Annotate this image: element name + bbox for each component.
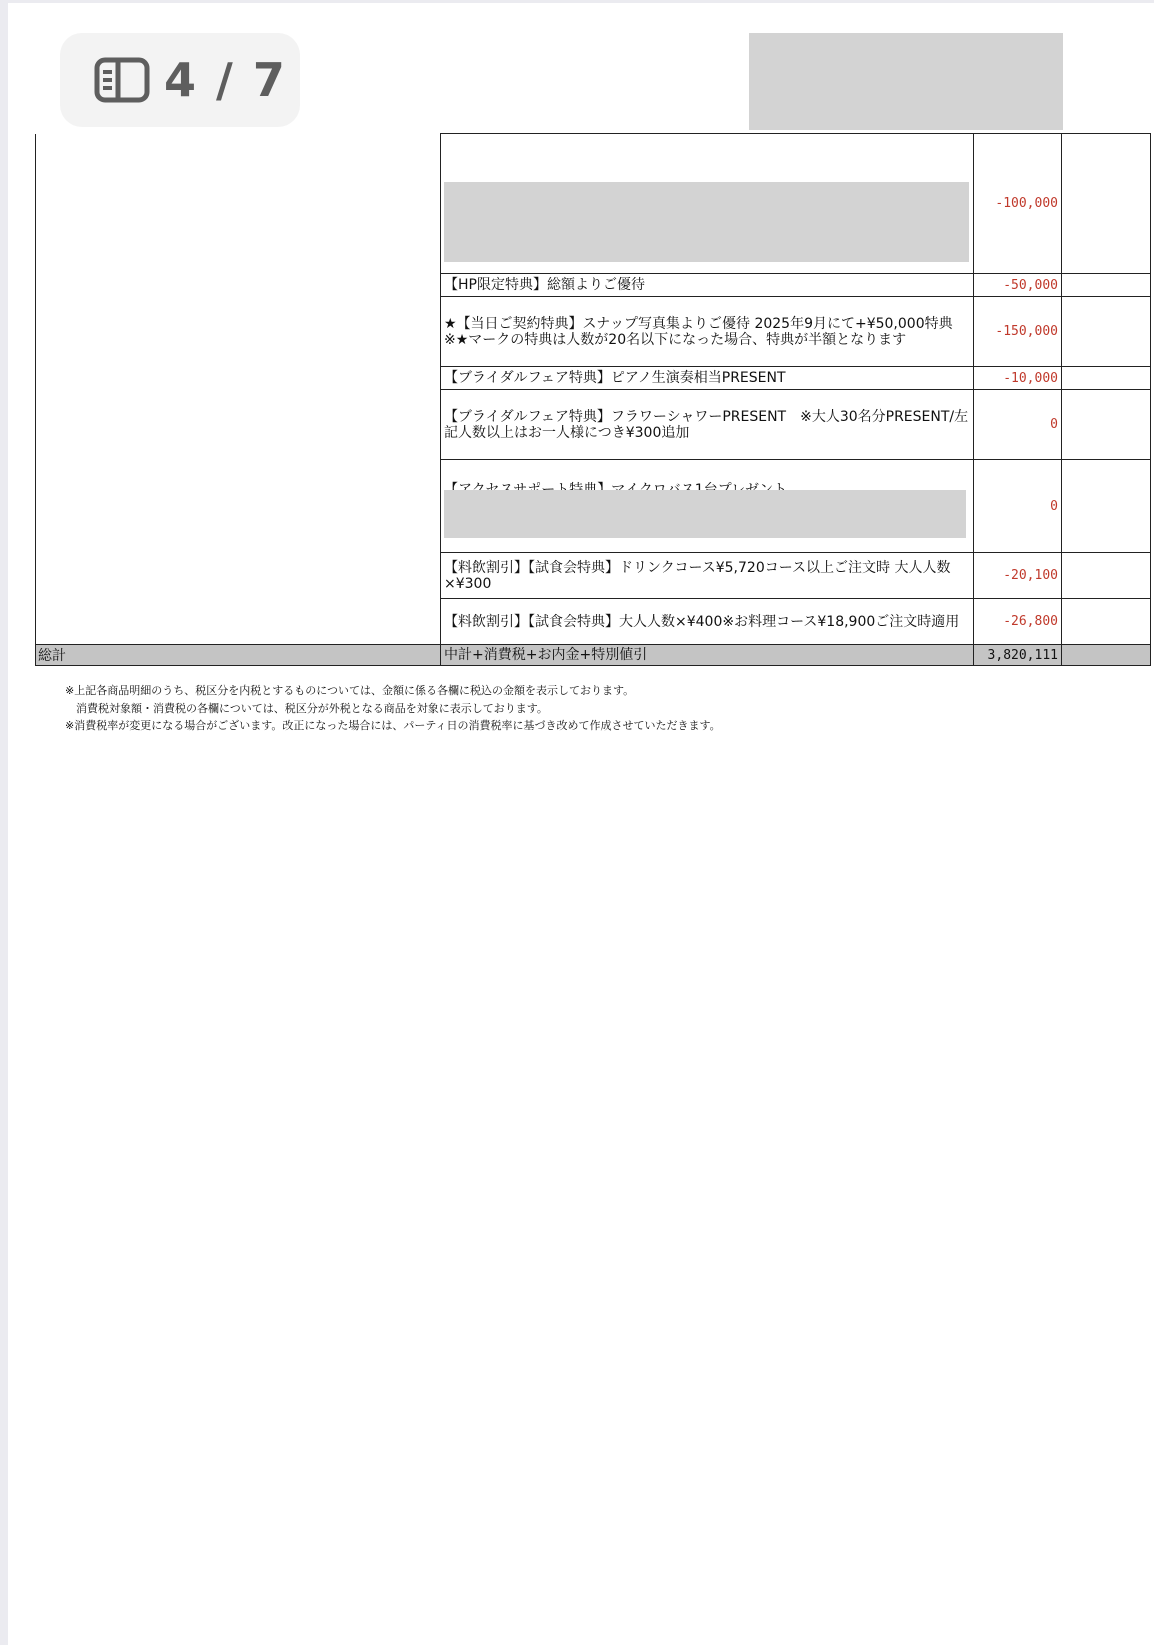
- page-number: 4 / 7: [164, 53, 287, 107]
- item-description: 【料飲割引】【試食会特典】ドリンクコース¥5,720コース以上ご注文時 大人人数×¥300: [441, 553, 974, 599]
- item-extra: [1062, 553, 1151, 599]
- left-blank-column: [36, 134, 441, 645]
- item-amount: 0: [974, 390, 1062, 460]
- total-amount: 3,820,111: [974, 645, 1062, 666]
- item-extra: [1062, 460, 1151, 553]
- item-amount: -100,000: [974, 134, 1062, 274]
- table-row: [36, 134, 1151, 274]
- discount-table: [35, 133, 1151, 666]
- redacted-text-block: [444, 490, 966, 538]
- item-description: 【ブライダルフェア特典】フラワーシャワーPRESENT ※大人30名分PRESENT/左記人数以上はお一人様につき¥300追加: [441, 390, 974, 460]
- tax-notes: [65, 682, 1125, 735]
- item-description: [441, 460, 974, 553]
- total-extra: [1062, 645, 1151, 666]
- note-line: ※上記各商品明細のうち、税区分を内税とするものについては、金額に係る各欄に税込の金額を表示しております。: [65, 684, 635, 697]
- item-description: [441, 134, 974, 274]
- page-indicator[interactable]: [60, 33, 300, 127]
- item-extra: [1062, 297, 1151, 367]
- item-description: 【HP限定特典】総額よりご優待: [441, 274, 974, 297]
- note-line: ※消費税率が変更になる場合がございます。改正になった場合には、パーティ日の消費税率に基づき改めて作成させていただきます。: [65, 719, 721, 732]
- total-label: 総計: [36, 645, 441, 666]
- redacted-header-block: [749, 33, 1063, 130]
- item-extra: [1062, 390, 1151, 460]
- item-extra: [1062, 134, 1151, 274]
- item-extra: [1062, 599, 1151, 645]
- item-description: 【ブライダルフェア特典】ピアノ生演奏相当PRESENT: [441, 367, 974, 390]
- note-line: 消費税対象額・消費税の各欄については、税区分が外税となる商品を対象に表示しております。: [65, 701, 548, 715]
- item-extra: [1062, 274, 1151, 297]
- item-amount: -20,100: [974, 553, 1062, 599]
- item-amount: -10,000: [974, 367, 1062, 390]
- book-reader-icon: [94, 57, 150, 103]
- redacted-text-block: [444, 182, 969, 262]
- item-description: 【料飲割引】【試食会特典】大人人数×¥400※お料理コース¥18,900ご注文時適用: [441, 599, 974, 645]
- item-amount: -26,800: [974, 599, 1062, 645]
- item-amount: -150,000: [974, 297, 1062, 367]
- item-extra: [1062, 367, 1151, 390]
- item-description: ★【当日ご契約特典】スナップ写真集よりご優待 2025年9月にて+¥50,000特典 ※★マークの特典は人数が20名以下になった場合、特典が半額となります: [441, 297, 974, 367]
- total-description: 中計+消費税+お内金+特別値引: [441, 645, 974, 666]
- total-row: [36, 645, 1151, 666]
- item-amount: 0: [974, 460, 1062, 553]
- item-amount: -50,000: [974, 274, 1062, 297]
